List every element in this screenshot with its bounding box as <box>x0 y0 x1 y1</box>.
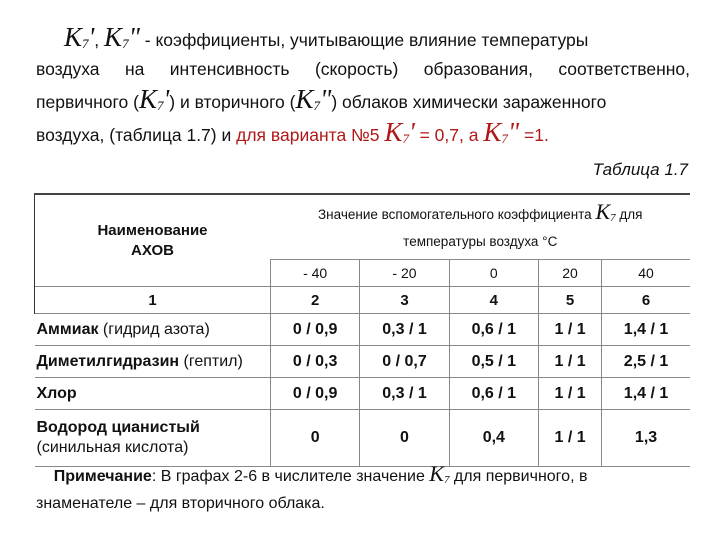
temperature-cell: 20 <box>538 260 601 287</box>
table-row <box>35 314 691 346</box>
intro-text-1: - коэффициенты, учитывающие влияние температуры <box>139 30 589 50</box>
k7-double-prime-value: =1. <box>519 125 549 145</box>
value-cell: 1,4 / 1 <box>602 378 690 410</box>
value-cell: 0 / 0,7 <box>360 346 449 378</box>
k7-double-prime-symbol: $K_7$" <box>104 22 140 52</box>
column-number-row <box>35 287 691 314</box>
value-cell: 2,5 / 1 <box>602 346 690 378</box>
table-row <box>35 410 691 467</box>
value-cell: 0 <box>271 410 360 467</box>
temperature-cell: - 40 <box>271 260 360 287</box>
value-cell: 0,5 / 1 <box>449 346 538 378</box>
column-number-cell: 2 <box>271 287 360 314</box>
value-cell: 0,6 / 1 <box>449 314 538 346</box>
temperature-cell: - 20 <box>360 260 449 287</box>
substance-name: Диметилгидразин (гептил) <box>35 346 271 378</box>
variant-label: для варианта №5 <box>236 125 380 145</box>
temperature-cell: 40 <box>602 260 690 287</box>
note-label: Примечание <box>53 468 152 485</box>
substance-name: Водород цианистый (синильная кислота) <box>35 410 271 467</box>
intro-line-1: $K_7'$, $K_7$" - коэффициенты, учитывающие влияние температуры <box>64 22 589 52</box>
k7-prime-symbol: $K_7'$ <box>64 22 95 52</box>
value-cell: 1 / 1 <box>538 346 601 378</box>
name-column-header: Наименование АХОВ <box>35 194 271 287</box>
substance-name: Аммиак (гидрид азота) <box>35 314 271 346</box>
table-note: Примечание: В графах 2-6 в числителе значение $K_7$ для первичного, в знаменателе – для вторичного облака. <box>36 461 588 512</box>
table-header-row <box>35 194 691 260</box>
value-cell: 1,4 / 1 <box>602 314 690 346</box>
value-cell: 0 / 0,9 <box>271 378 360 410</box>
column-number-cell: 6 <box>602 287 690 314</box>
value-cell: 0 / 0,3 <box>271 346 360 378</box>
value-cell: 1 / 1 <box>538 410 601 467</box>
k7-prime-symbol: $K_7'$ <box>138 84 170 114</box>
k7-prime-value: = 0,7, а <box>414 125 484 145</box>
k7-double-prime-symbol: $K_7$" <box>295 84 332 114</box>
value-cell: 1,3 <box>602 410 690 467</box>
substance-name: Хлор <box>35 378 271 410</box>
temperature-cell: 0 <box>449 260 538 287</box>
value-cell: 0,4 <box>449 410 538 467</box>
k7-symbol: $K_7$ <box>595 199 616 224</box>
value-cell: 0,3 / 1 <box>360 314 449 346</box>
coefficient-column-header: Значение вспомогательного коэффициента $K_7$ для температуры воздуха °С <box>271 194 691 260</box>
k7-double-prime-symbol: $K_7$" <box>483 117 520 147</box>
table-row <box>35 346 691 378</box>
value-cell: 0,3 / 1 <box>360 378 449 410</box>
value-cell: 0 / 0,9 <box>271 314 360 346</box>
intro-line-4: воздуха, (таблица 1.7) и для варианта №5 $K_7' = 0,7$, а $K_7$" =1. <box>36 117 549 147</box>
value-cell: 1 / 1 <box>538 378 601 410</box>
coefficient-table <box>34 193 690 467</box>
column-number-cell: 3 <box>360 287 449 314</box>
value-cell: 0 <box>360 410 449 467</box>
table-row <box>35 378 691 410</box>
table-caption: Таблица 1.7 <box>592 160 688 179</box>
column-number-cell: 5 <box>538 287 601 314</box>
k7-prime-symbol: $K_7'$ <box>384 117 415 147</box>
column-number-cell: 1 <box>35 287 271 314</box>
k7-symbol: $K_7$ <box>429 461 450 486</box>
value-cell: 1 / 1 <box>538 314 601 346</box>
intro-line-2: воздуха на интенсивность (скорость) образования, соответственно, <box>36 59 690 79</box>
column-number-cell: 4 <box>449 287 538 314</box>
value-cell: 0,6 / 1 <box>449 378 538 410</box>
intro-line-3: первичного $(K_7')$ и вторичного $(K_7")$ облаков химически зараженного <box>36 84 607 114</box>
